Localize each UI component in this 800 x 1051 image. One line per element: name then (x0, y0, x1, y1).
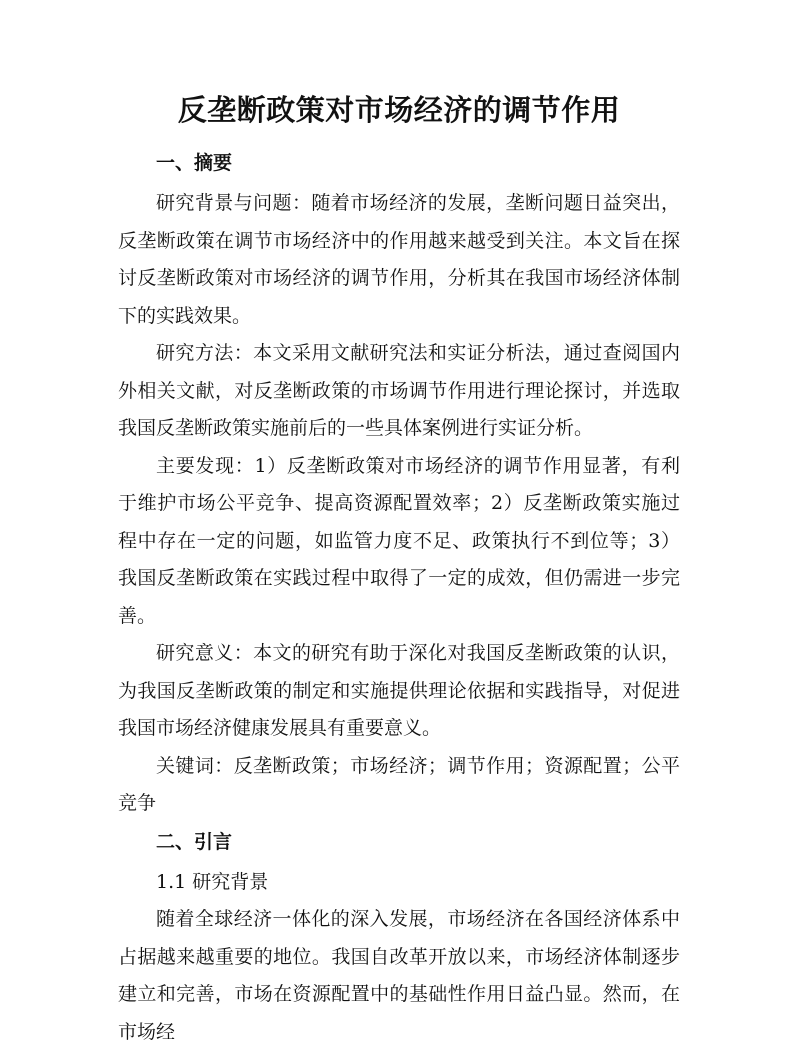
section-heading-introduction: 二、引言 (118, 829, 680, 856)
abstract-method-paragraph: 研究方法：本文采用文献研究法和实证分析法，通过查阅国内外相关文献，对反垄断政策的市场调节作用进行理论探讨，并选取我国反垄断政策实施前后的一些具体案例进行实证分析。 (118, 335, 680, 448)
abstract-findings-paragraph: 主要发现：1）反垄断政策对市场经济的调节作用显著，有利于维护市场公平竞争、提高资源配置效率；2）反垄断政策实施过程中存在一定的问题，如监管力度不足、政策执行不到位等；3）我国反垄断政策在实践过程中取得了一定的成效，但仍需进一步完善。 (118, 448, 680, 636)
section-abstract (118, 150, 680, 823)
abstract-background-paragraph: 研究背景与问题：随着市场经济的发展，垄断问题日益突出，反垄断政策在调节市场经济中的作用越来越受到关注。本文旨在探讨反垄断政策对市场经济的调节作用，分析其在我国市场经济体制下的实践效果。 (118, 185, 680, 335)
subsection-heading-background: 1.1 研究背景 (118, 864, 680, 902)
keywords-paragraph: 关键词：反垄断政策；市场经济；调节作用；资源配置；公平竞争 (118, 748, 680, 823)
abstract-significance-paragraph: 研究意义：本文的研究有助于深化对我国反垄断政策的认识，为我国反垄断政策的制定和实施提供理论依据和实践指导，对促进我国市场经济健康发展具有重要意义。 (118, 635, 680, 748)
section-introduction (118, 829, 680, 1051)
section-heading-abstract: 一、摘要 (118, 150, 680, 177)
document-title: 反垄断政策对市场经济的调节作用 (118, 90, 680, 130)
document-page (118, 90, 680, 1051)
introduction-paragraph: 随着全球经济一体化的深入发展，市场经济在各国经济体系中占据越来越重要的地位。我国自改革开放以来，市场经济体制逐步建立和完善，市场在资源配置中的基础性作用日益凸显。然而，在市场经 (118, 901, 680, 1051)
